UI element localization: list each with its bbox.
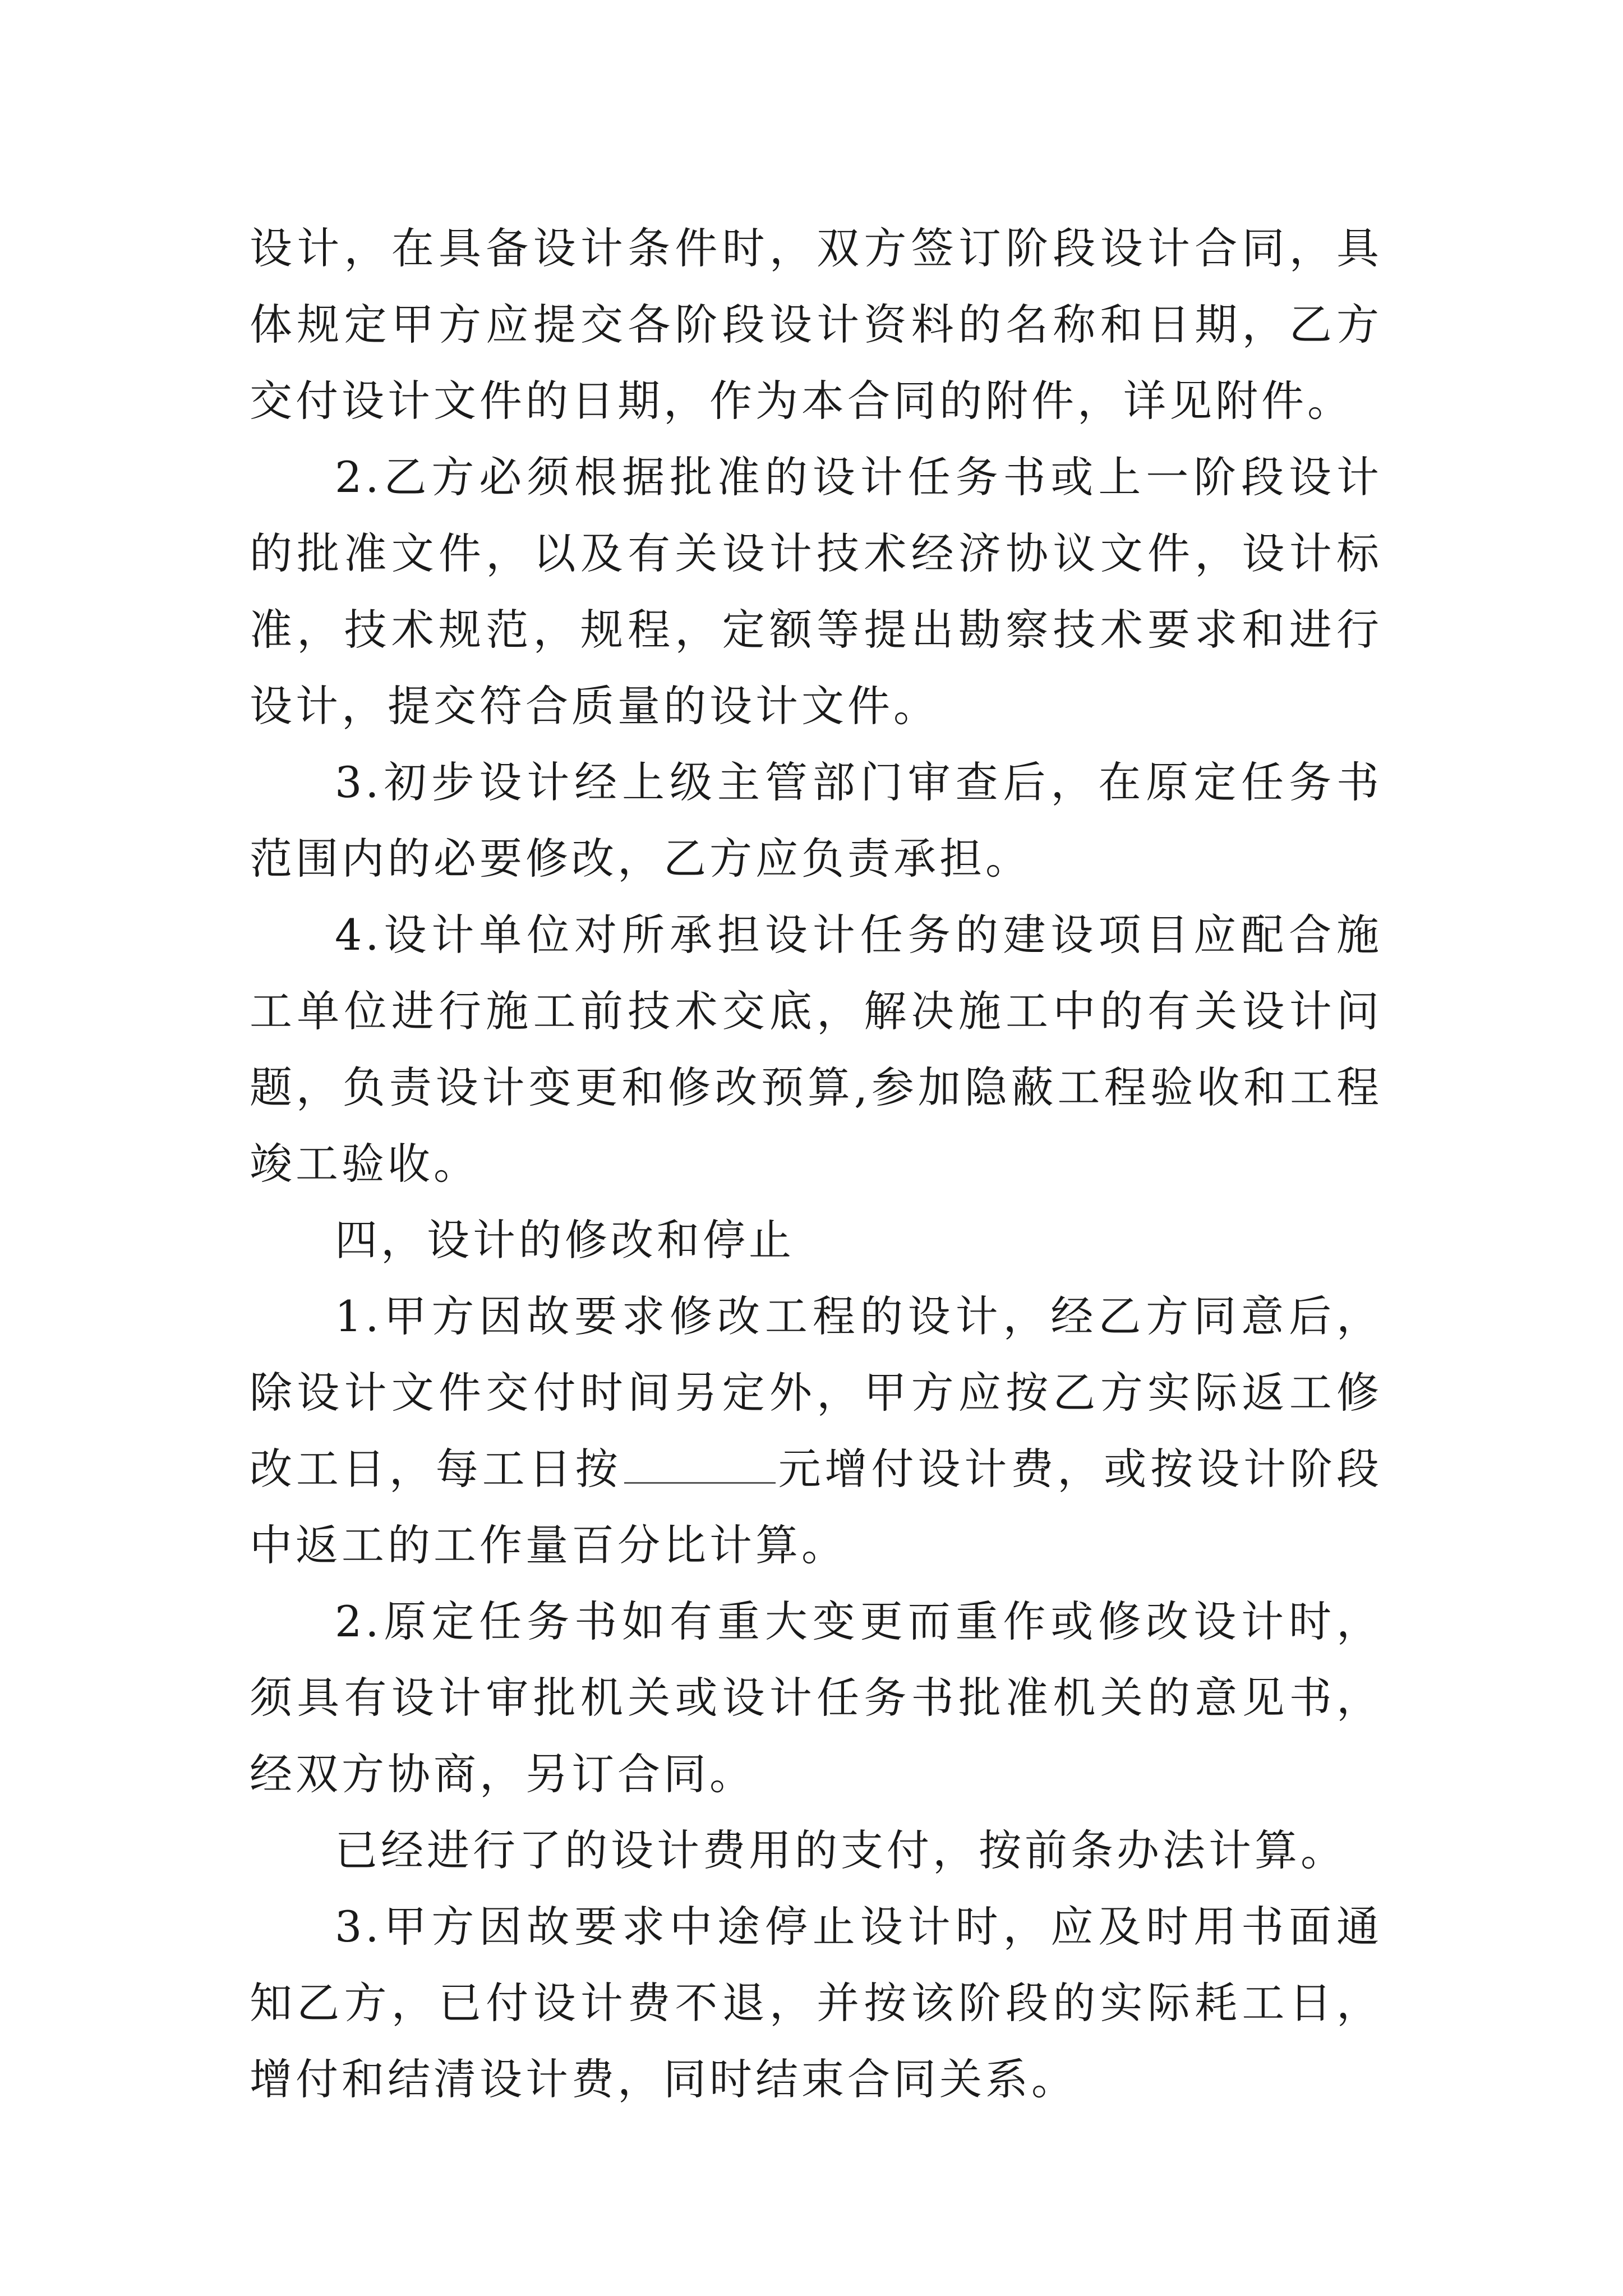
section-heading-design-modification: 四，设计的修改和停止	[335, 1215, 795, 1265]
contract-body	[250, 210, 1382, 2118]
paragraph-modification-clause-2: 2.原定任务书如有重大变更而重作或修改设计时，须具有设计审批机关或设计任务书批准机关的意见书，经双方协商，另订合同。	[250, 1596, 1382, 1799]
paragraph-design-stage-contract: 设计，在具备设计条件时，双方签订阶段设计合同，具体规定甲方应提交各阶段设计资料的名称和日期，乙方交付设计文件的日期，作为本合同的附件，详见附件。	[250, 223, 1382, 426]
paragraph-payment-note: 已经进行了的设计费用的支付，按前条办法计算。	[335, 1825, 1347, 1875]
paragraph-clause-3: 3.初步设计经上级主管部门审查后，在原定任务书范围内的必要修改，乙方应负责承担。	[250, 757, 1382, 884]
paragraph-clause-4: 4.设计单位对所承担设计任务的建设项目应配合施工单位进行施工前技术交底，解决施工中的有关设计问题，负责设计变更和修改预算,参加隐蔽工程验收和工程竣工验收。	[250, 910, 1382, 1189]
paragraph-clause-2: 2.乙方必须根据批准的设计任务书或上一阶段设计的批准文件，以及有关设计技术经济协议文件，设计标准，技术规范，规程，定额等提出勘察技术要求和进行设计，提交符合质量的设计文件。	[250, 452, 1382, 731]
clause-1-lead-text: 1.甲方因故要求修改工程的设计，经乙方同意后，除设计文件交付时间另定外，甲方应按乙方实际返工修改工日，每工日按	[250, 1291, 1382, 1494]
paragraph-modification-clause-3: 3.甲方因故要求中途停止设计时，应及时用书面通知乙方，已付设计费不退，并按该阶段的实际耗工日，增付和结清设计费，同时结束合同关系。	[250, 1902, 1382, 2104]
paragraph-modification-clause-1	[250, 1278, 1382, 1584]
fill-in-blank-fee[interactable]	[624, 1443, 776, 1484]
clause-1-tail-text: 元增付设计费，或按设计阶段中返工的工作量百分比计算。	[250, 1444, 1383, 1570]
